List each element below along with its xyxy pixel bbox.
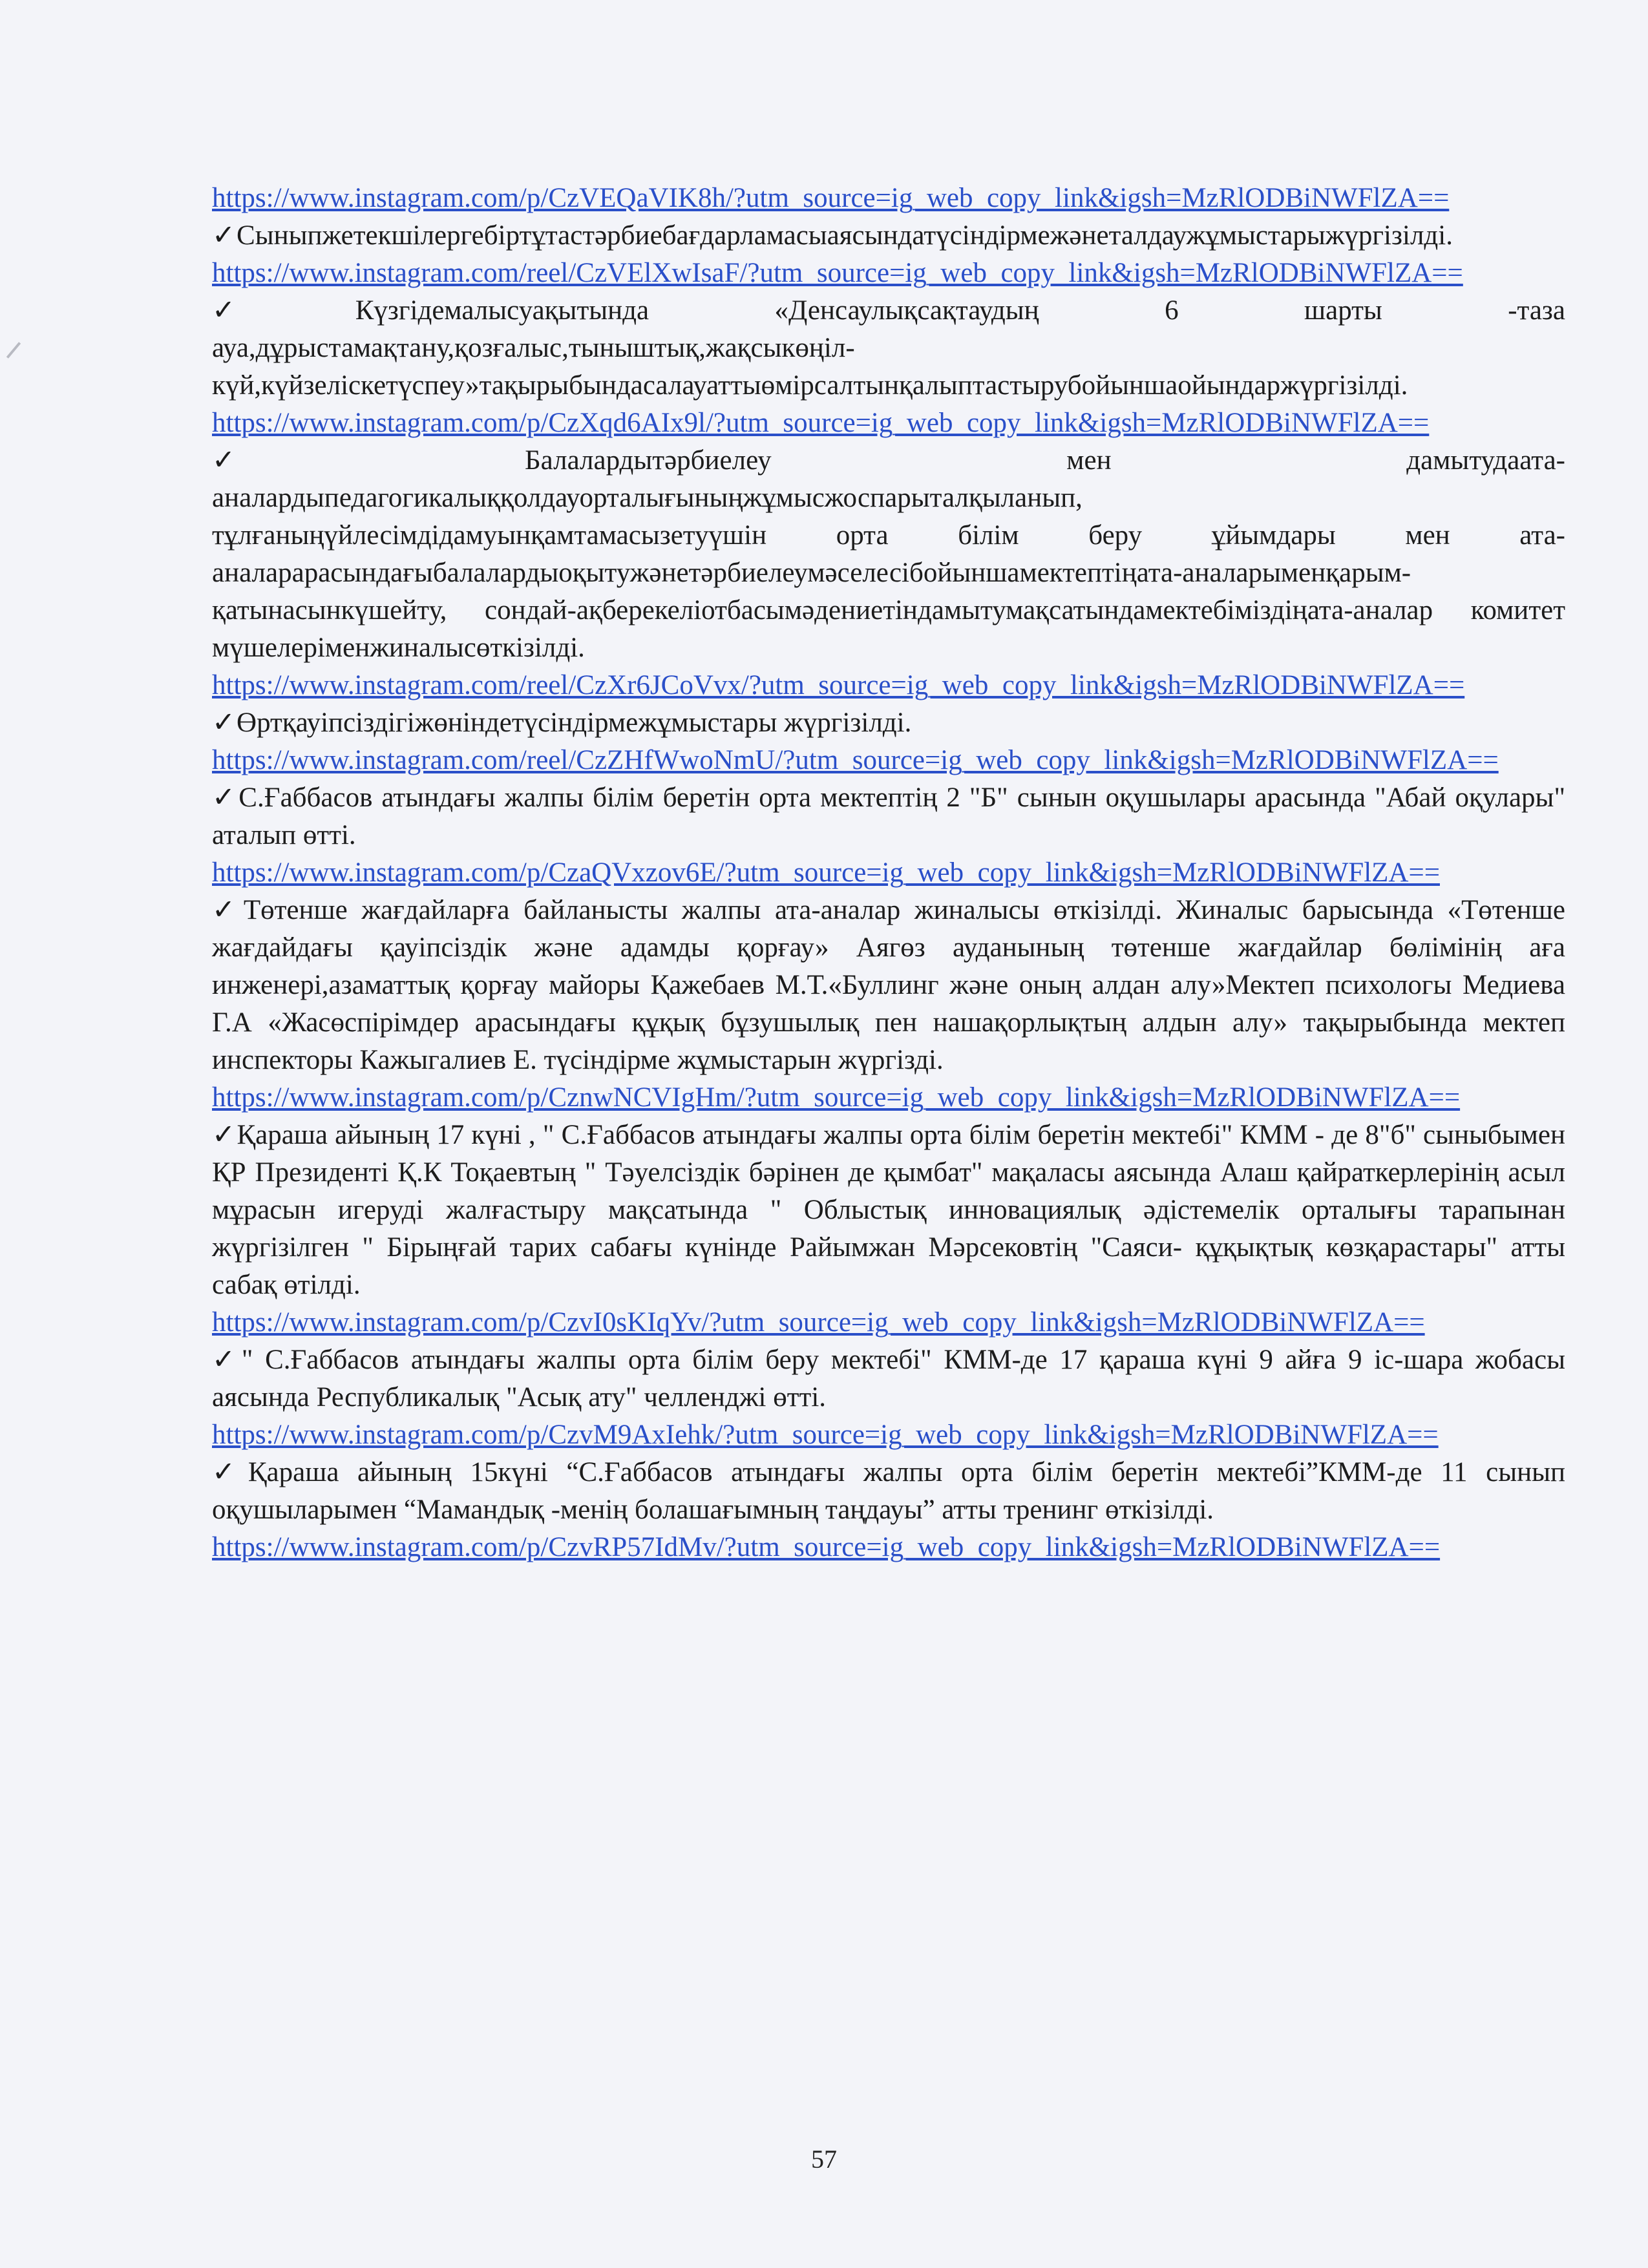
- check-icon: ✓: [212, 1345, 240, 1375]
- check-icon: ✓: [212, 708, 236, 738]
- activity-paragraph: ✓Төтенше жағдайларға байланысты жалпы ата-аналар жиналысы өткізілді. Жиналыс барысында «Төтенше жағдайдағы қауіпсіздік және адамды қорғау» Аягөз ауданының төтенше жағдайлар бөлімінің аға инженері,азаматтық қорғау майоры Қажебаев М.Т.«Буллинг және оның алдан алу»Мектеп психологы Медиева Г.А «Жасөспірімдер арасындағы құқық бұзушылық пен нашақорлықтың алдын алу» тақырыбында мектеп инспекторы Кажыгалиев Е. түсіндірме жұмыстарын жүргізді.: [212, 895, 1565, 1075]
- document-body: [212, 180, 1565, 1566]
- instagram-link[interactable]: https://www.instagram.com/p/CzvRP57IdMv/?utm_source=ig_web_copy_link&igsh=MzRlODBiNWFlZA==: [212, 1532, 1441, 1562]
- instagram-link[interactable]: https://www.instagram.com/reel/CzVElXwIsaF/?utm_source=ig_web_copy_link&igsh=MzRlODBiNWFlZA==: [212, 258, 1463, 288]
- scan-mark: [6, 342, 21, 359]
- activity-paragraph: ✓Өртқауіпсіздігіжөніндетүсіндірмежұмыстары жүргізілді.: [212, 708, 912, 738]
- check-icon: ✓: [212, 220, 236, 251]
- activity-paragraph: ✓Қараша айының 15күні “С.Ғаббасов атындағы жалпы орта білім беретін мектебі”КММ-де 11 сынып оқушыларымен “Мамандық -менің болашағымның таңдауы” атты тренинг өткізілді.: [212, 1457, 1565, 1525]
- activity-paragraph: ✓" С.Ғаббасов атындағы жалпы орта білім беру мектебі" КММ-де 17 қараша күні 9 айға 9 іс-шара жобасы аясында Республикалық "Асық ату" челленджі өтті.: [212, 1345, 1565, 1412]
- check-icon: ✓: [212, 445, 523, 476]
- check-icon: ✓: [212, 1120, 236, 1150]
- page-number: 57: [811, 2145, 837, 2174]
- activity-paragraph: ✓С.Ғаббасов атындағы жалпы білім беретін орта мектептің 2 "Б" сынын оқушылары арасында "Абай оқулары" аталып өтті.: [212, 782, 1565, 850]
- instagram-link[interactable]: https://www.instagram.com/p/CzVEQaVIK8h/?utm_source=ig_web_copy_link&igsh=MzRlODBiNWFlZA==: [212, 183, 1450, 213]
- check-icon: ✓: [212, 782, 238, 813]
- instagram-link[interactable]: https://www.instagram.com/p/CzvI0sKIqYv/?utm_source=ig_web_copy_link&igsh=MzRlODBiNWFlZA==: [212, 1307, 1425, 1338]
- instagram-link[interactable]: https://www.instagram.com/p/CzaQVxzov6E/?utm_source=ig_web_copy_link&igsh=MzRlODBiNWFlZA==: [212, 857, 1440, 888]
- instagram-link[interactable]: https://www.instagram.com/p/CznwNCVIgHm/?utm_source=ig_web_copy_link&igsh=MzRlODBiNWFlZA==: [212, 1082, 1461, 1113]
- activity-paragraph: ✓Қараша айының 17 күні , " С.Ғаббасов атындағы жалпы орта білім беретін мектебі" КММ - де 8"б" сыныбымен ҚР Президенті Қ.К Тоқаевтың " Тәуелсіздік бәрінен де қымбат" мақаласы аясында Алаш қайраткерлерінің асыл мұрасын игеруді жалғастыру мақсатында " Облыстық инновациялық әдістемелік орталығы тарапынан жүргізілген " Бірыңғай тарих сабағы күнінде Райымжан Мәрсековтің "Саяси- құқықтық көзқарастары" атты сабақ өтілді.: [212, 1120, 1565, 1300]
- activity-paragraph: ✓Сыныпжетекшілергебіртұтастәрбиебағдарламасыаясындатүсіндірмежәнеталдаужұмыстарыжүргізілді.: [212, 220, 1453, 251]
- instagram-link[interactable]: https://www.instagram.com/reel/CzXr6JCoVvx/?utm_source=ig_web_copy_link&igsh=MzRlODBiNWFlZA==: [212, 670, 1465, 700]
- instagram-link[interactable]: https://www.instagram.com/p/CzvM9AxIehk/?utm_source=ig_web_copy_link&igsh=MzRlODBiNWFlZA==: [212, 1420, 1439, 1450]
- activity-paragraph: ✓Балалардытәрбиелеу мен дамытудаата-аналардыпедагогикалыққолдауорталығыныңжұмысжоспарыталқыланып, тұлғаныңүйлесімдідамуынқамтамасызетуүшін орта білім беру ұйымдары мен ата-аналарарасындағыбалалардыоқытужәнетәрбиелеумәселесібойыншамектептіңата-аналарыменқарым-қатынасынкүшейту, сондай-ақберекеліотбасымәдениетіндамытумақсатындамектебіміздіңата-аналар комитет мүшелеріменжиналысөткізілді.: [212, 445, 1565, 663]
- instagram-link[interactable]: https://www.instagram.com/reel/CzZHfWwoNmU/?utm_source=ig_web_copy_link&igsh=MzRlODBiNWFlZA==: [212, 745, 1499, 775]
- check-icon: ✓: [212, 295, 354, 326]
- instagram-link[interactable]: https://www.instagram.com/p/CzXqd6AIx9l/?utm_source=ig_web_copy_link&igsh=MzRlODBiNWFlZA==: [212, 408, 1430, 438]
- activity-paragraph: ✓Күзгідемалысуақытында «Денсаулықсақтаудың 6 шарты -таза ауа,дұрыстамақтану,қозғалыс,тыныштық,жақсыкөңіл-күй,күйзеліскетүспеу»тақырыбындасалауаттыөмірсалтынқалыптастырубойыншаойындаржүргізілді.: [212, 295, 1566, 401]
- check-icon: ✓: [212, 1457, 247, 1487]
- check-icon: ✓: [212, 895, 242, 925]
